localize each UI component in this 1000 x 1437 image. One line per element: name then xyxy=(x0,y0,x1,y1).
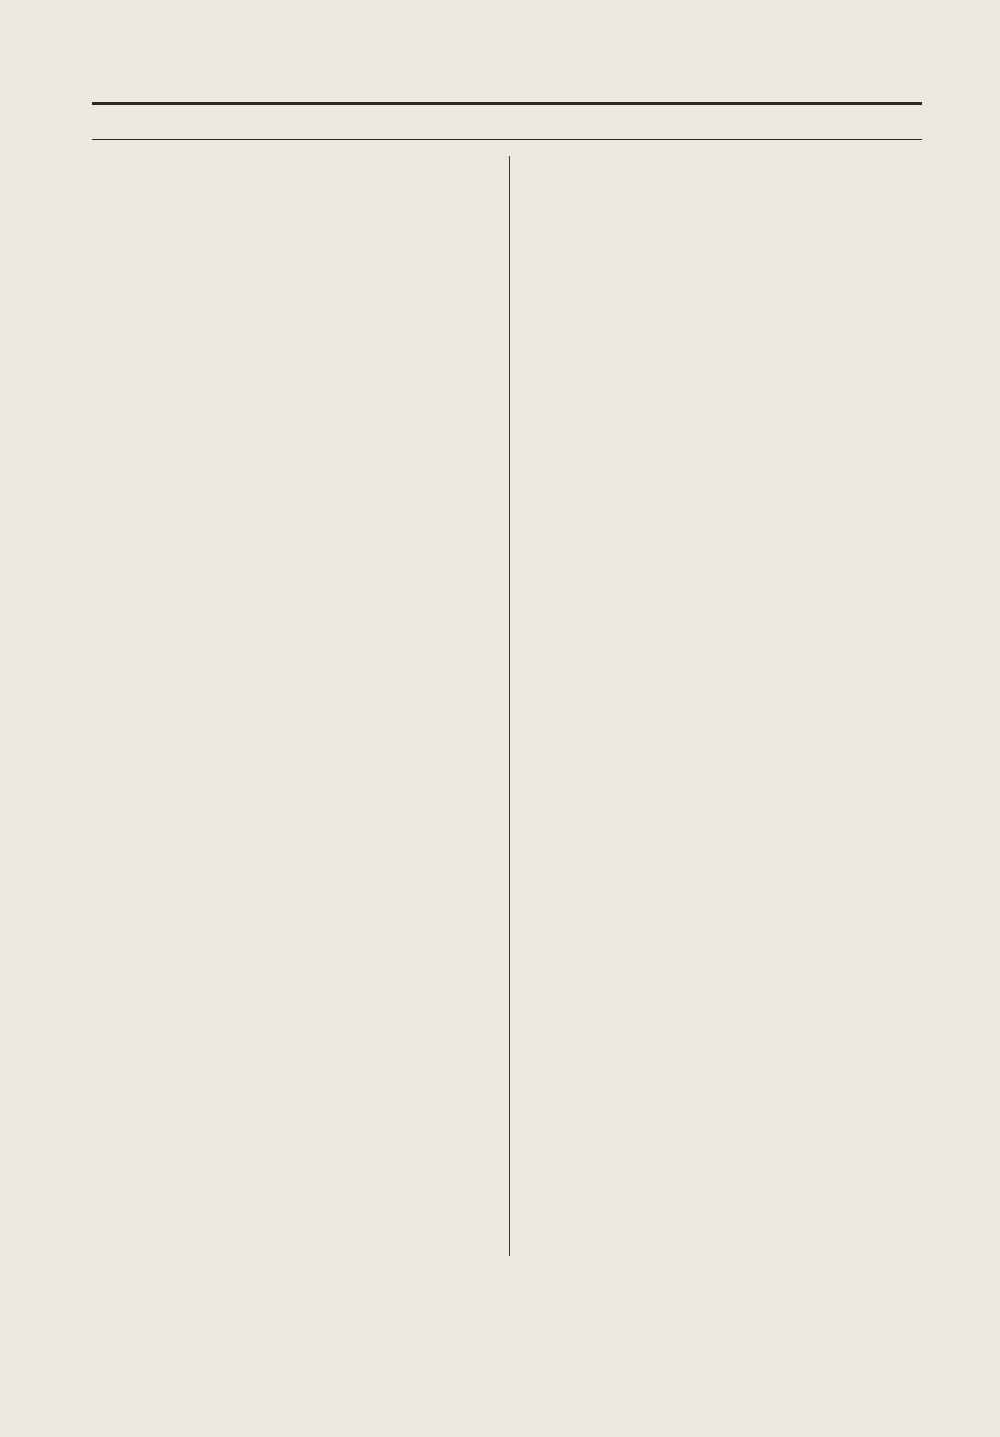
header-rule xyxy=(92,102,922,105)
entry-head-tchao xyxy=(519,166,936,191)
header-subrule xyxy=(92,139,922,140)
entry-head-kouei xyxy=(519,215,936,240)
right-column xyxy=(519,156,936,352)
entry-head-mong xyxy=(519,315,936,340)
column-divider xyxy=(509,156,510,1256)
entry-head-hien xyxy=(519,264,936,289)
